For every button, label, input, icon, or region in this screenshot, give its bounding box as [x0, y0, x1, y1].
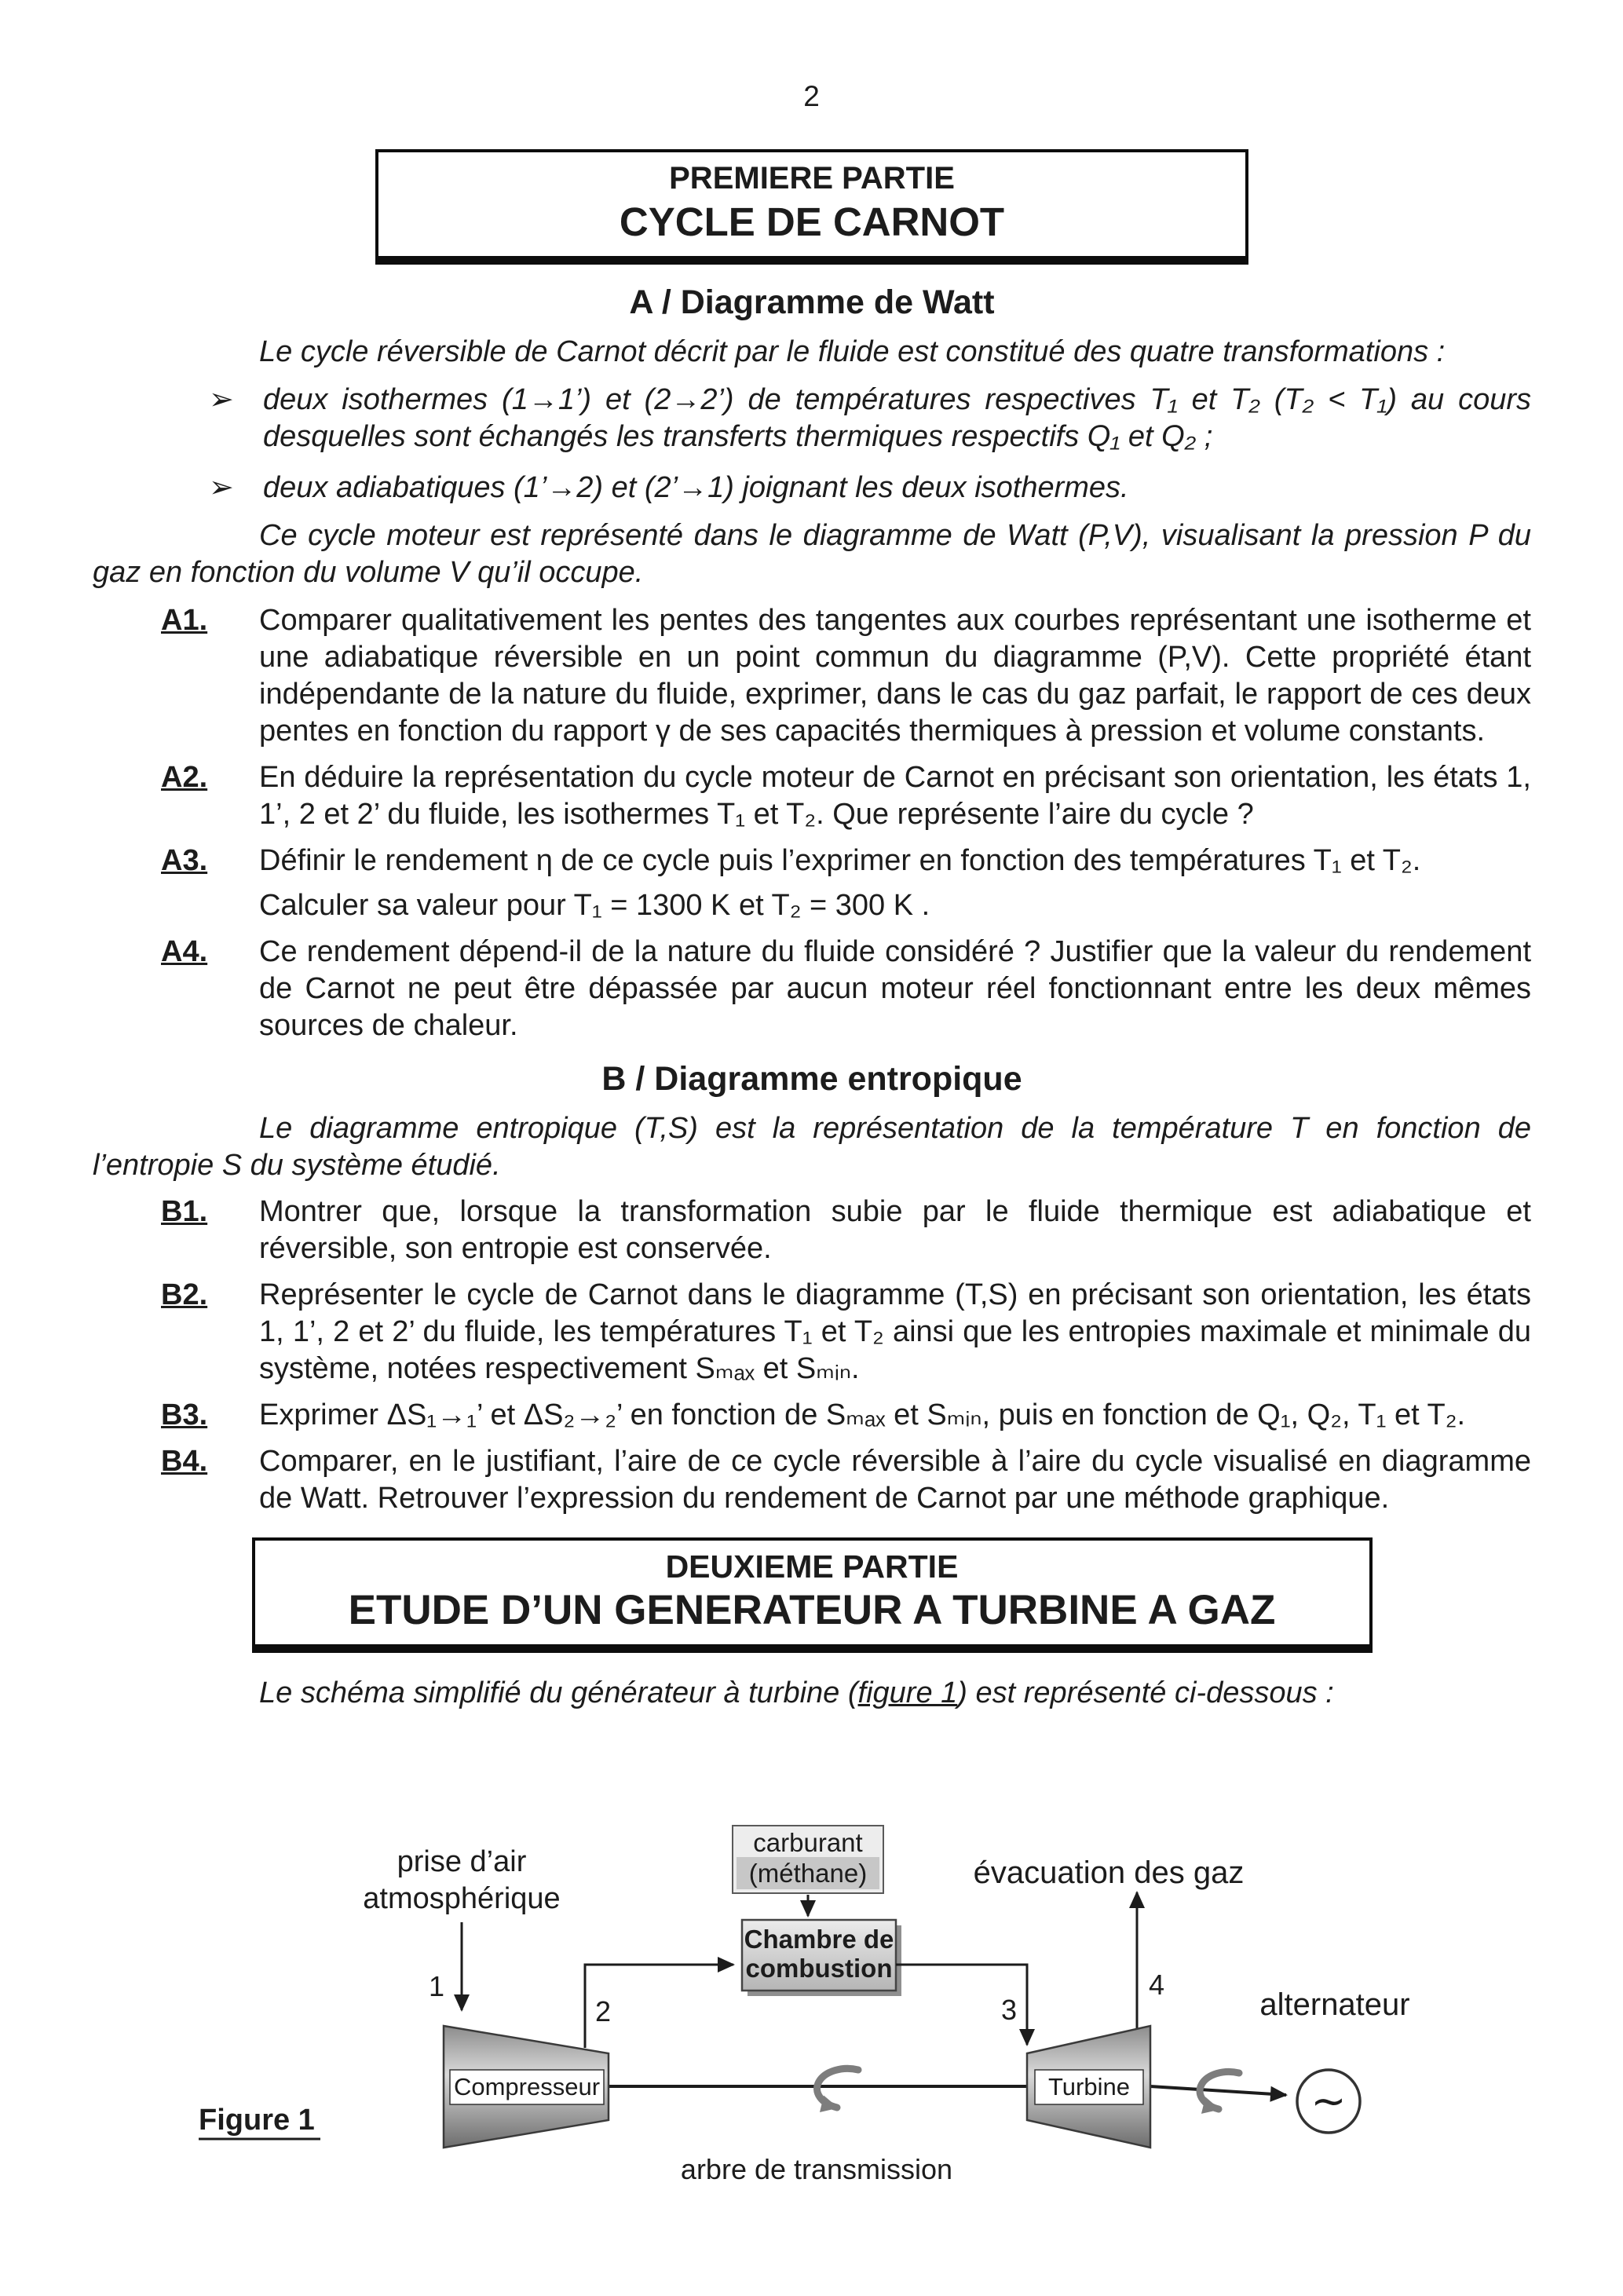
question-text: Représenter le cycle de Carnot dans le diagramme (T,S) en précisant son orientation, les états 1, 1’, 2 et 2’ du fluide, les températures T₁ et T₂ ainsi que les entropies maximale et minimale du système, notées respectivement Sₘₐₓ et Sₘᵢₙ. — [259, 1278, 1531, 1385]
section-b-heading: B / Diagramme entropique — [601, 1060, 1022, 1098]
question-label: B4. — [161, 1445, 208, 1478]
question-text: Comparer, en le justifiant, l’aire de ce cycle réversible à l’aire du cycle visualisé en diagramme de Watt. Retrouver l’expression du rendement de Carnot par une méthode graphique. — [259, 1445, 1531, 1515]
alternator-label: alternateur — [1259, 1987, 1410, 2022]
section-a-heading: A / Diagramme de Watt — [629, 283, 995, 321]
air-intake-label-line2: atmosphérique — [363, 1882, 561, 1915]
question-label: A2. — [161, 761, 208, 794]
turbine-label: Turbine — [1048, 2073, 1130, 2100]
bullet-text: deux isothermes (1→1’) et (2→2’) de températures respectives T₁ et T₂ (T₂ < T₁) au cours desquelles sont échangés les transferts thermiques respectifs Q₁ et Q₂ ; — [263, 383, 1531, 453]
question-text: Ce rendement dépend-il de la nature du fluide considéré ? Justifier que la valeur du rendement de Carnot ne peut être dépassée par aucun moteur réel fonctionnant entre les deux mêmes sources de chaleur. — [259, 935, 1531, 1042]
compressor-label: Compresseur — [453, 2073, 601, 2100]
section-a-intro: Le cycle réversible de Carnot décrit par le fluide est constitué des quatre transformations : — [259, 335, 1446, 368]
question-item-a1 — [93, 602, 1531, 750]
question-item-b1 — [93, 1194, 1531, 1267]
part1-title-box — [375, 149, 1248, 265]
bullet-text: deux adiabatiques (1’→2) et (2’→1) joignant les deux isothermes. — [263, 471, 1129, 504]
fuel-label-line2: (méthane) — [748, 1859, 868, 1888]
shaft-caption: arbre de transmission — [680, 2153, 953, 2185]
question-label: B1. — [161, 1195, 208, 1228]
question-label: A4. — [161, 935, 208, 968]
state-1-label: 1 — [428, 1970, 444, 2002]
question-text: Comparer qualitativement les pentes des tangentes aux courbes représentant une isotherme et une adiabatique réversible en un point commun du diagramme (P,V). Cette propriété étant indépendante de la nature du fluide, exprimer, dans le cas du gaz parfait, le rapport de ces deux pentes en fonction du rapport γ de ses capacités thermiques à pression et volume constants. — [259, 604, 1531, 748]
figure-caption: Figure 1 — [199, 2104, 315, 2137]
bullet-item-adiabatiques — [93, 470, 1531, 506]
alternator-wave-symbol: ∼ — [1310, 2078, 1347, 2125]
chamber-label-line1: Chambre de — [744, 1925, 894, 1954]
figure-reference: figure 1 — [857, 1676, 958, 1709]
fuel-label-line1: carburant — [753, 1828, 863, 1857]
question-text: Montrer que, lorsque la transformation subie par le fluide thermique est adiabatique et réversible, son entropie est conservée. — [259, 1195, 1531, 1265]
figure-1-diagram — [0, 1806, 1623, 2246]
figure-intro-before: Le schéma simplifié du générateur à turbine ( — [259, 1676, 858, 1709]
state-3-label: 3 — [1000, 1994, 1017, 2026]
question-label: B2. — [161, 1278, 208, 1311]
question-item-b3 — [93, 1397, 1531, 1434]
section-a-paragraph: Ce cycle moteur est représenté dans le diagramme de Watt (P,V), visualisant la pression P du gaz en fonction du volume V qu’il occupe. — [93, 519, 1531, 589]
question-item-a2 — [93, 759, 1531, 833]
state-2-label: 2 — [595, 1995, 612, 2027]
question-label: B3. — [161, 1398, 208, 1431]
question-text: Exprimer ΔS₁→₁’ et ΔS₂→₂’ en fonction de Sₘₐₓ et Sₘᵢₙ, puis en fonction de Q₁, Q₂, T₁ et T₂. — [259, 1398, 1466, 1431]
question-item-b2 — [93, 1277, 1531, 1387]
section-b-intro: Le diagramme entropique (T,S) est la représentation de la température T en fonction de l’entropie S du système étudié. — [93, 1112, 1531, 1182]
part2-title-line2: ETUDE D’UN GENERATEUR A TURBINE A GAZ — [348, 1587, 1276, 1633]
question-item-a4 — [93, 934, 1531, 1044]
part1-title-line1: PREMIERE PARTIE — [669, 161, 955, 196]
part2-title-line1: DEUXIEME PARTIE — [665, 1548, 959, 1585]
part1-title-line2: CYCLE DE CARNOT — [619, 199, 1005, 244]
question-label: A1. — [161, 604, 208, 637]
question-item-a3 — [93, 843, 1531, 924]
figure-intro — [93, 1675, 1531, 1712]
bullet-arrow-icon: ➢ — [209, 471, 234, 504]
alternator-shaft-line — [1150, 2086, 1286, 2095]
shaft-rotation-icon-1 — [817, 2068, 858, 2108]
state-4-label: 4 — [1149, 1969, 1165, 2001]
question-text: En déduire la représentation du cycle moteur de Carnot en précisant son orientation, les états 1, 1’, 2 et 2’ du fluide, les isothermes T₁ et T₂. Que représente l’aire du cycle ? — [259, 761, 1531, 831]
document-content — [93, 149, 1531, 1712]
question-text: Définir le rendement η de ce cycle puis l’exprimer en fonction des températures T₁ et T₂. — [259, 844, 1421, 877]
question-text-2: Calculer sa valeur pour T₁ = 1300 K et T₂ = 300 K . — [259, 889, 930, 922]
question-label: A3. — [161, 844, 208, 877]
bullet-arrow-icon: ➢ — [209, 383, 234, 416]
air-intake-label-line1: prise d’air — [397, 1845, 527, 1878]
bullet-item-isothermes — [93, 382, 1531, 455]
question-item-b4 — [93, 1443, 1531, 1517]
chamber-label-line2: combustion — [745, 1954, 893, 1983]
part2-title-box — [252, 1537, 1373, 1653]
figure-intro-after: ) est représenté ci-dessous : — [957, 1676, 1334, 1709]
exhaust-label: évacuation des gaz — [973, 1855, 1245, 1890]
page-number: 2 — [803, 80, 820, 112]
